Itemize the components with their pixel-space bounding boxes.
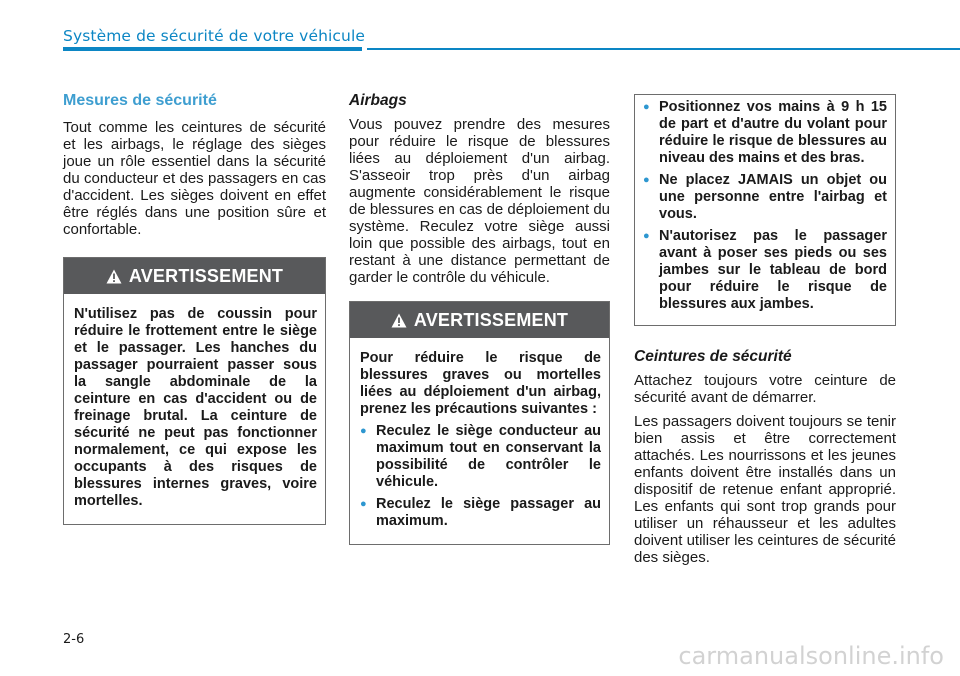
heading-seatbelts: Ceintures de sécurité (634, 348, 792, 365)
warning-continuation-box (634, 94, 896, 326)
list-item: ● Ne placez JAMAIS un objet ou une personne entre l'airbag et vous. (643, 172, 887, 223)
warning-triangle-icon (391, 313, 407, 328)
column-2 (349, 92, 610, 545)
warning-label: AVERTISSEMENT (128, 265, 284, 286)
warning-bullet-list (360, 423, 601, 530)
warning-triangle-icon (106, 269, 122, 284)
warning-header (64, 258, 325, 294)
warning-body (350, 338, 609, 544)
heading-airbags: Airbags (349, 92, 407, 109)
safety-intro-paragraph: Tout comme les ceintures de sécurité et les airbags, le réglage des sièges joue un rôle essentiel dans la sécurité du conducteur et des passagers en cas d'accident. Les sièges doivent en effet être réglés dans une position sûre et confortable. (63, 119, 326, 238)
warning-body (64, 294, 325, 524)
list-item: ● Reculez le siège passager au maximum. (360, 496, 601, 530)
warning-text: N'utilisez pas de coussin pour réduire le frottement entre le siège et le passager. Les hanches du passager pourraient passer sous la sangle abdominale de la ceinture en cas d'accident ou de freinage brutal. La ceinture de sécurité ne peut pas fonctionner normalement, ce qui expose les occupants à des risques de blessures internes graves, voire mortelles. (74, 306, 317, 509)
seatbelts-paragraph-2: Les passagers doivent toujours se tenir bien assis et être correctement attachés. Les nourrissons et les jeunes enfants doivent être installés dans un dispositif de retenue enfant approprié. Les enfants qui sont trop grands pour utiliser un réhausseur et les adultes doivent utiliser les ceintures de sécurité des sièges. (634, 413, 896, 566)
watermark: carmanualsonline.info (678, 642, 944, 670)
header-rule-thin (367, 48, 960, 50)
warning-label: AVERTISSEMENT (413, 309, 569, 330)
list-item: ● N'autorisez pas le passager avant à poser ses pieds ou ses jambes sur le tableau de bord pour réduire le risque de blessures aux jambes. (643, 228, 887, 313)
warning-box-cushion (63, 257, 326, 525)
warning-intro: Pour réduire le risque de blessures graves ou mortelles liées au déploiement d'un airbag, prenez les précautions suivantes : (360, 350, 601, 417)
column-1 (63, 92, 326, 525)
section-title: Système de sécurité de votre véhicule (63, 27, 365, 45)
seatbelts-paragraph-1: Attachez toujours votre ceinture de sécurité avant de démarrer. (634, 372, 896, 406)
column-3 (634, 92, 896, 566)
heading-safety-measures: Mesures de sécurité (63, 92, 217, 109)
airbags-paragraph: Vous pouvez prendre des mesures pour réduire le risque de blessures liées au déploiement d'un airbag. S'asseoir trop près d'un airbag augmente considérablement le risque de blessures en cas de déploiement du système. Reculez votre siège aussi loin que possible des airbags, tout en restant à une distance permettant de garder le contrôle du véhicule. (349, 116, 611, 286)
page-number: 2-6 (63, 632, 85, 647)
list-item: ● Reculez le siège conducteur au maximum tout en conservant la possibilité de contrôler le véhicule. (360, 423, 601, 491)
list-item: ● Positionnez vos mains à 9 h 15 de part et d'autre du volant pour réduire le risque de blessures au niveau des mains et des bras. (643, 99, 887, 167)
warning-box-airbag (349, 301, 610, 545)
warning-body (635, 95, 895, 325)
warning-bullet-list (643, 99, 887, 313)
warning-header (350, 302, 609, 338)
header-rule-thick (63, 47, 362, 51)
